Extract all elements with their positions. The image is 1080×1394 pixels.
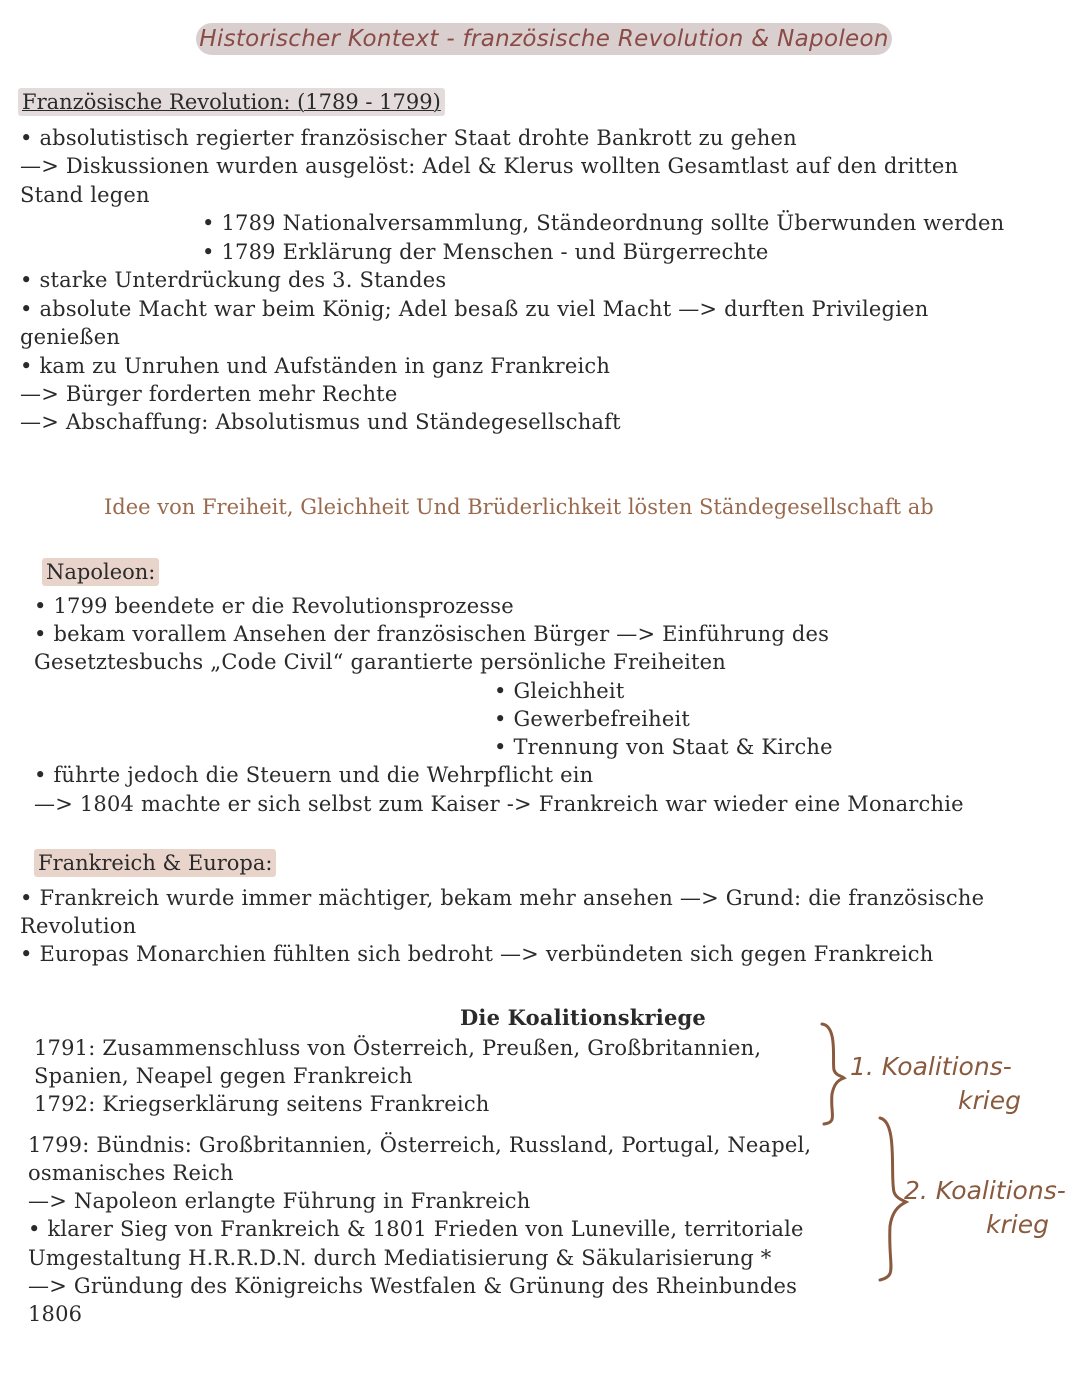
koalition-second-line: —> Gründung des Königreichs Westfalen & Grünung des Rheinbundes xyxy=(28,1274,798,1298)
europa-line: • Europas Monarchien fühlten sich bedroht —> verbündeten sich gegen Frankreich xyxy=(20,942,934,966)
note-first-coalition-2: krieg xyxy=(958,1086,1021,1115)
revolution-line: —> Diskussionen wurden ausgelöst: Adel & Klerus wollten Gesamtlast auf den dritten xyxy=(20,154,959,178)
revolution-line: • 1789 Nationalversammlung, Ständeordnung sollte Überwunden werden xyxy=(202,211,1005,235)
koalition-second-line: 1799: Bündnis: Großbritannien, Österreich, Russland, Portugal, Neapel, xyxy=(28,1133,812,1157)
koalition-first-line: Spanien, Neapel gegen Frankreich xyxy=(34,1064,413,1088)
koalition-second-line: • klarer Sieg von Frankreich & 1801 Frieden von Luneville, territoriale xyxy=(28,1217,804,1241)
revolution-line: • 1789 Erklärung der Menschen - und Bürgerrechte xyxy=(202,240,769,264)
note-first-coalition: 1. Koalitions- xyxy=(850,1052,1012,1081)
europa-heading: Frankreich & Europa: xyxy=(34,849,276,877)
page-title: Historischer Kontext - französische Revolution & Napoleon xyxy=(196,23,892,55)
napoleon-line: —> 1804 machte er sich selbst zum Kaiser -> Frankreich war wieder eine Monarchie xyxy=(34,792,964,816)
napoleon-heading: Napoleon: xyxy=(42,558,159,586)
koalition-first-line: 1791: Zusammenschluss von Österreich, Preußen, Großbritannien, xyxy=(34,1036,762,1060)
revolution-line: Stand legen xyxy=(20,183,150,207)
napoleon-line: • bekam vorallem Ansehen der französischen Bürger —> Einführung des xyxy=(34,622,830,646)
koalition-second-line: Umgestaltung H.R.R.D.N. durch Mediatisierung & Säkularisierung * xyxy=(28,1246,772,1270)
note-second-coalition: 2. Koalitions- xyxy=(904,1176,1066,1205)
europa-line: • Frankreich wurde immer mächtiger, bekam mehr ansehen —> Grund: die französische xyxy=(20,886,985,910)
koalition-second-line: 1806 xyxy=(28,1302,83,1326)
revolution-line: • absolute Macht war beim König; Adel besaß zu viel Macht —> durften Privilegien xyxy=(20,297,929,321)
brace-first-coalition xyxy=(818,1022,848,1126)
revolution-line: genießen xyxy=(20,325,121,349)
revolution-line: —> Abschaffung: Absolutismus und Ständegesellschaft xyxy=(20,410,621,434)
revolution-line: • kam zu Unruhen und Aufständen in ganz Frankreich xyxy=(20,354,611,378)
koalition-second-line: —> Napoleon erlangte Führung in Frankreich xyxy=(28,1189,531,1213)
napoleon-line: • 1799 beendete er die Revolutionsprozesse xyxy=(34,594,514,618)
europa-line: Revolution xyxy=(20,914,137,938)
napoleon-line: Gesetztesbuchs „Code Civil“ garantierte persönliche Freiheiten xyxy=(34,650,726,674)
revolution-line: —> Bürger forderten mehr Rechte xyxy=(20,382,398,406)
koalition-first-line: 1792: Kriegserklärung seitens Frankreich xyxy=(34,1092,490,1116)
revolution-line: • absolutistisch regierter französischer Staat drohte Bankrott zu gehen xyxy=(20,126,797,150)
napoleon-line: • Gewerbefreiheit xyxy=(494,707,691,731)
revolution-line: • starke Unterdrückung des 3. Standes xyxy=(20,268,447,292)
revolution-heading: Französische Revolution: (1789 - 1799) xyxy=(18,88,445,116)
motto-quote: Idee von Freiheit, Gleichheit Und Brüderlichkeit lösten Ständegesellschaft ab xyxy=(104,495,934,519)
napoleon-line: • Gleichheit xyxy=(494,679,625,703)
note-second-coalition-2: krieg xyxy=(986,1210,1049,1239)
koalition-second-line: osmanisches Reich xyxy=(28,1161,234,1185)
napoleon-line: • führte jedoch die Steuern und die Wehrpflicht ein xyxy=(34,763,594,787)
napoleon-line: • Trennung von Staat & Kirche xyxy=(494,735,833,759)
koalition-heading: Die Koalitionskriege xyxy=(460,1005,706,1030)
